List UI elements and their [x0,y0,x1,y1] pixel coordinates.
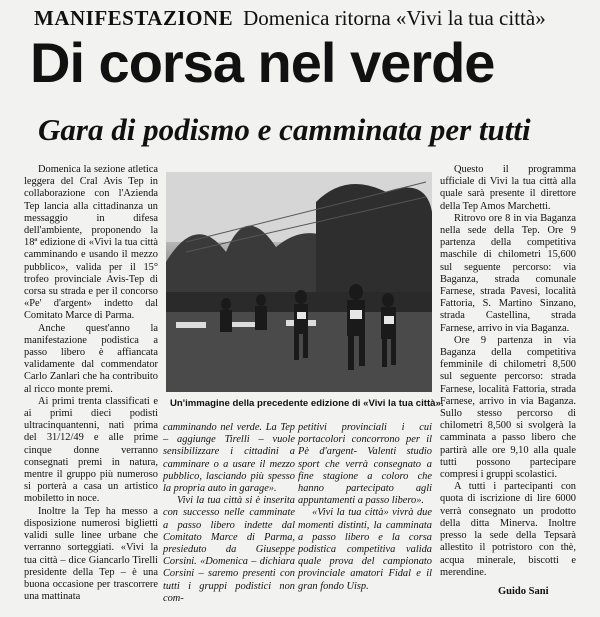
article-column-3 [298,422,432,598]
paragraph: Vivi la tua città si è inserita con successo nelle camminate a passo libero indette dal Comitato Marce di Parma, presieduto da Giuseppe Corsini. «Domenica – dichiara Corsini – saremo presenti con tutti i gruppi podistici non com- [163,495,295,604]
paragraph: petitivi provinciali i cui portacolori concorrono per il Pè d'argent- Valenti studio sport che verrà consegnato a fine stagione a coloro che hanno partecipato agli appuntamenti a passo libero». [298,422,432,507]
article-column-4 [440,164,576,584]
paragraph: Inoltre la Tep ha messo a disposizione numerosi biglietti validi sulle linee urbane che verranno sorteggiati. «Vivi la tua città – dice Giancarlo Tirelli presidente della Tep – è una buona occasione per trascorrere una mattinata [24,505,158,603]
paragraph: Anche quest'anno la manifestazione podistica a passo libero è affiancata validamente dal commendator Carlo Zanlari che ha contribuito al ricco monte premi. [24,322,158,395]
race-photo [166,172,432,392]
author-signature: Guido Sani [498,586,549,597]
paragraph: Ritrovo ore 8 in via Baganza nella sede della Tep. Ore 9 partenza della competitiva maschile di chilometri 15,600 sul seguente percorso: via Baganza, strada comunale Farnese, strada Pavesi, località Fattoria, S. Martino Sinzano, strada Castellina, strada Farnese, arrivo in via Baganza. [440,212,576,334]
race-photo-illustration [166,172,432,392]
kicker-title: Domenica ritorna «Vivi la tua città» [243,6,546,30]
paragraph: Ore 9 partenza in via Baganza della competitiva femminile di chilometri 8,500 sul seguente percorso: strada Farnese, località Fattoria, strada Farnese, arrivo in via Baganza. Sullo stesso percorso di chilometri 8,500 si svolgerà la camminata a passo libero che partirà alle ore 9,10 alla quale tutti possono partecipare compresi i gruppi scolastici. [440,334,576,481]
paragraph: «Vivi la tua città» vivrà due momenti distinti, la camminata a passo libero e la corsa podistica competitiva valida quale prova del campionato provinciale amatori Fidal e il gran fondo Uisp. [298,507,432,592]
subheadline: Gara di podismo e camminata per tutti [38,112,531,147]
section-label: MANIFESTAZIONE [34,6,234,30]
paragraph: A tutti i partecipanti con quota di iscrizione di lire 6000 verrà consegnato un prodotto della ditta Minerva. Inoltre presso la sede della Tepsarà allestito il potristoro con thè, acqua minerale, biscotti e merendine. [440,481,576,578]
paragraph: camminando nel verde. La Tep – aggiunge Tirelli – vuole sensibilizzare i cittadini a camminare o a usare il mezzo pubblico, lasciando più spesso la propria auto in garage». [163,422,295,495]
paragraph: Ai primi trenta classificati e ai primi dieci podisti ultracinquantenni, nati prima del 31/12/49 e alle prime cinque donne verranno consegnati premi in natura, mentre il gruppo più numeroso si porterà a casa un artistico mobiletto in noce. [24,395,158,505]
article-kicker [34,6,546,31]
paragraph: Questo il programma ufficiale di Vivi la tua città alla quale sarà presente il direttore della Tep Amos Marchetti. [440,164,576,212]
photo-caption: Un'immagine della precedente edizione di «Vivi la tua città». [170,398,444,409]
headline: Di corsa nel verde [30,31,495,94]
article-column-2 [163,422,295,604]
article-column-1 [24,164,158,603]
paragraph: Domenica la sezione atletica leggera del Cral Avis Tep in collaborazione con l'Azienda Tep lancia alla cittadinanza un messaggio in difesa dell'ambiente, proponendo la 18ª edizione di «Vivi la tua città camminando e usando il mezzo pubblico», valida per il 15° trofeo provinciale Avis-Tep di corsa su strada e per il concorso «Pe' d'argent» indetto dal Comitato Marce di Parma. [24,164,158,322]
